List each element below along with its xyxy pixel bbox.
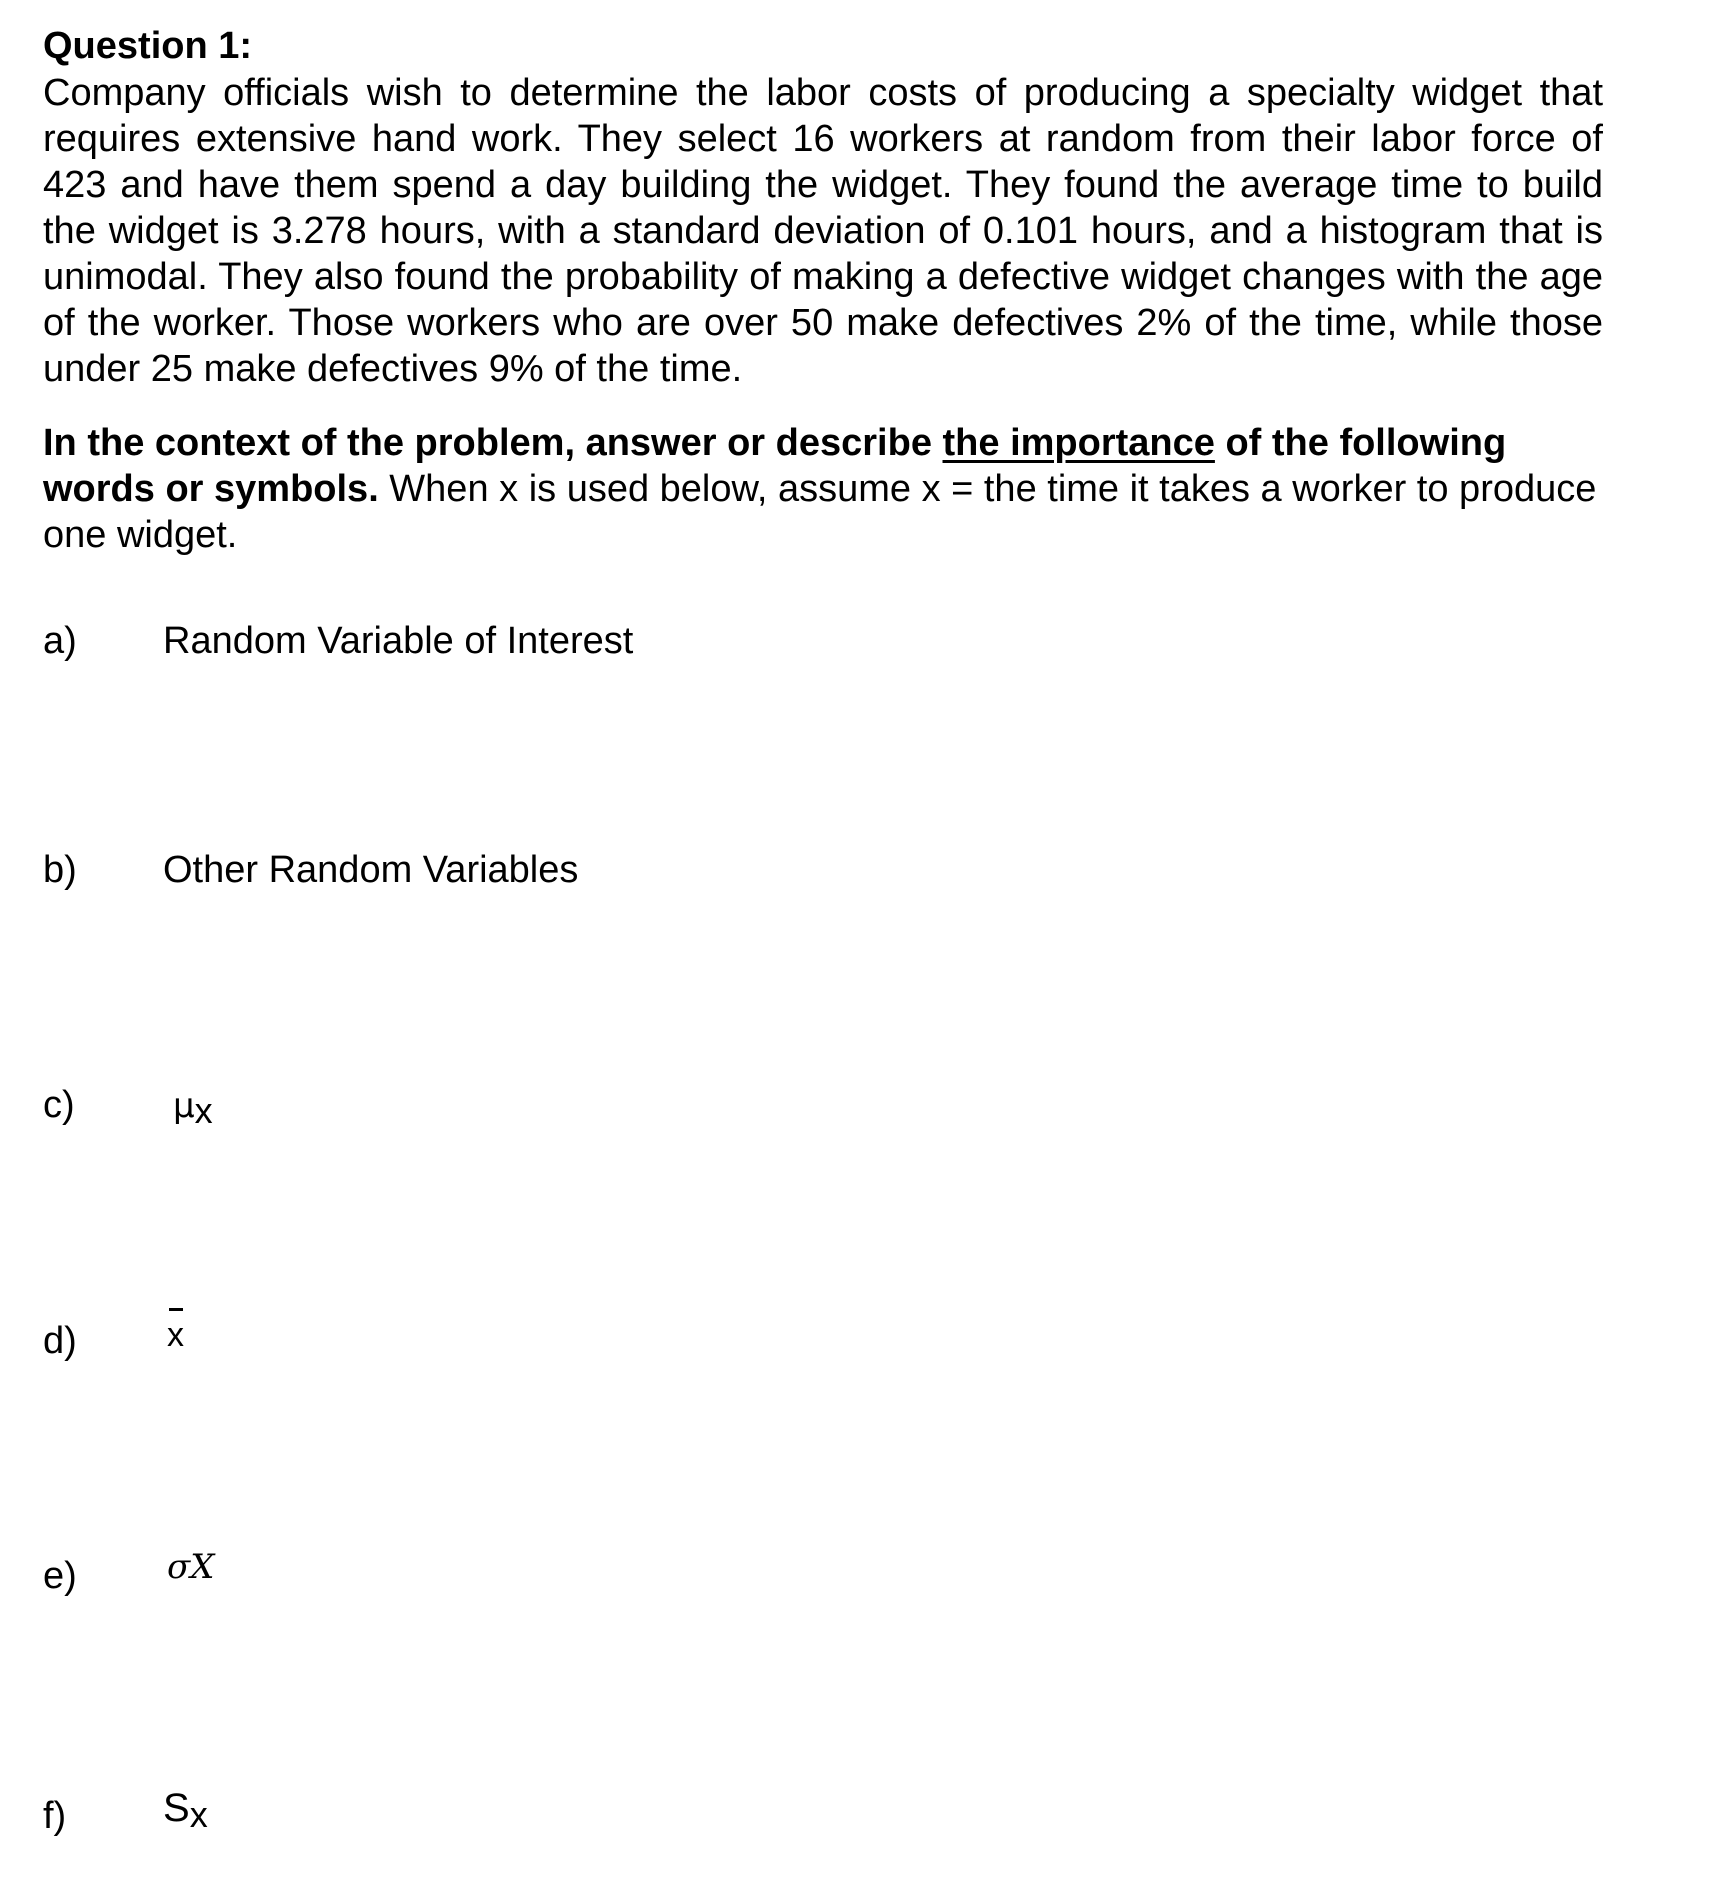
- mu-x-symbol: [173, 1082, 213, 1129]
- x-bar-symbol: [167, 1308, 184, 1358]
- s-x-symbol: [163, 1785, 208, 1835]
- item-letter: e): [43, 1555, 77, 1597]
- sigma-x-symbol: [167, 1543, 214, 1590]
- instructions-underlined: the importance: [942, 422, 1215, 464]
- question-title: Question 1:: [43, 25, 253, 67]
- question-body: Company officials wish to determine the labor costs of producing a specialty widget that requires extensive hand work. They select 16 workers at random from their labor force of 423 and have them spend a day building the widget. They found the average time to build the widget is 3.278 hours, with a standard deviation of 0.101 hours, and a histogram that is unimodal. They also found the probability of making a defective widget changes with the age of the worker. Those workers who are over 50 make defectives 2% of the time, while those under 25 make defectives 9% of the time.: [43, 72, 1603, 390]
- item-text: Other Random Variables: [163, 849, 579, 891]
- instructions-bold-end: of the following words or symbols.: [43, 422, 1507, 510]
- item-letter: c): [43, 1084, 75, 1126]
- item-letter: f): [43, 1795, 67, 1837]
- mu-symbol: μ: [173, 1086, 195, 1126]
- sigma-symbol: σ: [167, 1547, 191, 1587]
- document-page: [43, 22, 1603, 558]
- instructions-normal: When x is used below, assume x = the time it takes a worker to produce one widget.: [43, 468, 1597, 556]
- instructions-bold-start: In the context of the problem, answer or describe: [43, 422, 943, 464]
- sigma-subscript: X: [190, 1547, 215, 1587]
- s-symbol: S: [163, 1786, 190, 1830]
- item-letter: d): [43, 1320, 77, 1362]
- item-letter: b): [43, 849, 77, 891]
- mu-subscript: x: [194, 1090, 213, 1131]
- item-text: Random Variable of Interest: [163, 620, 634, 662]
- s-subscript: x: [189, 1794, 208, 1835]
- item-letter: a): [43, 620, 77, 662]
- instructions: [43, 420, 1603, 558]
- x-bar-glyph: x: [167, 1308, 184, 1358]
